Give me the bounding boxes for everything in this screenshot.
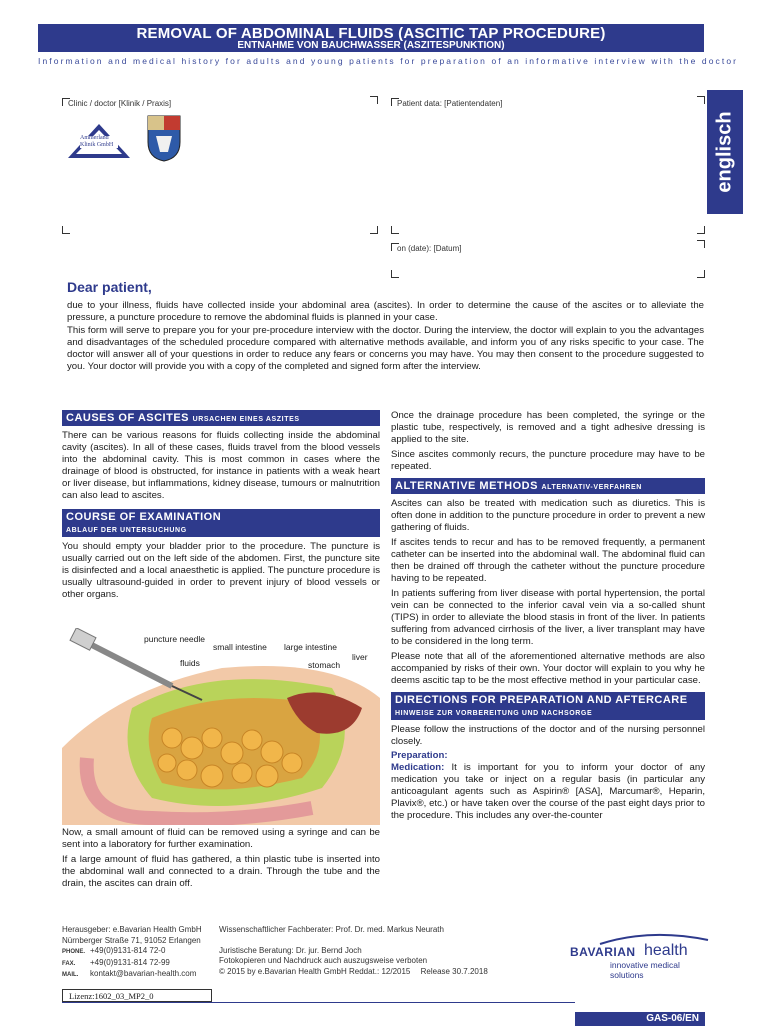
- causes-title: CAUSES OF ASCITES: [66, 412, 189, 424]
- label-small-intestine: small intestine: [213, 642, 267, 652]
- right-column: [391, 410, 705, 822]
- medication-paragraph: [391, 762, 705, 822]
- course-text: You should empty your bladder prior to the procedure. The puncture is usually carried out on the left side of the abdomen. First, the puncture site is disinfected and a local anaesthetic is applied. The puncture procedure is usually ultrasound-guided in order to prevent injury of blood vessels or other organs.: [62, 541, 380, 600]
- patient-field-corner: [391, 226, 399, 234]
- language-label: englisch: [713, 111, 736, 193]
- directions-text-1: Please follow the instructions of the doctor and of the nursing personnel closely.: [391, 724, 705, 747]
- clinic-logo-line2: Klinik GmbH: [80, 142, 114, 148]
- directions-title-de: HINWEISE ZUR VORBEREITUNG UND NACHSORGE: [395, 710, 593, 717]
- footer-scientific: Wissenschaftlicher Fachberater: Prof. Dr. med. Markus Neurath: [219, 925, 444, 934]
- abdomen-illustration: [62, 628, 380, 825]
- label-stomach: stomach: [308, 660, 341, 670]
- clinic-logo-line1: Ammerland: [80, 135, 109, 141]
- clinic-field-corner: [370, 226, 378, 234]
- label-liver: liver: [352, 652, 368, 662]
- medication-text: It is important for you to inform your doctor of any medication you take or inject on a regular basis (in particular any anticoagulant agents such as Aspirin® [ASA], Marcumar®, Heparin, Plavix®, etc.) or have taken over the course of the past eight days prior to the procedure. This includes any over-the-counter: [391, 762, 705, 821]
- bavarian-health-logo: [570, 932, 710, 980]
- clinic-field-corner: [62, 226, 70, 234]
- date-field-corner: [391, 270, 399, 278]
- directions-title: DIRECTIONS FOR PREPARATION AND AFTERCARE: [395, 694, 688, 706]
- causes-text: There can be various reasons for fluids collecting inside the abdominal cavity (ascites). In all of these cases, fluids travel from the blood vessels into the abdominal cavity. This is most common in cases where the drainage of blood is obstructed, for instance in patients with a weak heart or liver disease, but inflammations, kidney disease, tumours or malnutrition can also lead to ascites.: [62, 430, 380, 501]
- footer-address: Nürnberger Straße 71, 91052 Erlangen: [62, 935, 201, 945]
- footer-fax-label: FAX.: [62, 960, 76, 967]
- brand-tagline: innovative medical solutions: [610, 960, 680, 980]
- footer-legal: Juristische Beratung: Dr. jur. Bernd Joch: [219, 945, 362, 955]
- alternatives-text-3: In patients suffering from liver disease with portal hypertension, the portal vein can be connected to the inferior caval vein via a so-called shunt (TIPS) in order to alleviate the blood stasis in front of the liver. In patients suffering from advanced cirrhosis of the liver, a liver transplant may have to be considered in the long term.: [391, 588, 705, 647]
- brand-part-2: health: [644, 942, 688, 959]
- course-header: [62, 509, 380, 537]
- label-large-intestine: large intestine: [284, 642, 337, 652]
- intro-paragraph: due to your illness, fluids have collected inside your abdominal area (ascites). In order to determine the cause of the ascites or to alleviate the pressure, a puncture procedure to remove the abdominal fluids is planned in your case.: [67, 300, 704, 323]
- alternatives-header: [391, 478, 705, 494]
- alternatives-title: ALTERNATIVE METHODS: [395, 480, 538, 492]
- document-subtitle: Information and medical history for adults and young patients for preparation of an informative interview with the doctor: [38, 56, 739, 66]
- date-field-corner: [697, 270, 705, 278]
- left-column: [62, 410, 380, 601]
- course-after-text-1: Now, a small amount of fluid can be removed using a syringe and can be sent into a laboratory for further examination.: [62, 827, 380, 850]
- footer-divider: [62, 1002, 575, 1003]
- causes-header: [62, 410, 380, 426]
- coat-of-arms-icon: [146, 114, 182, 162]
- clinic-label: Clinic / doctor [Klinik / Praxis]: [68, 99, 172, 108]
- label-fluids: fluids: [180, 658, 200, 668]
- footer-publisher-name: Herausgeber: e.Bavarian Health GmbH: [62, 925, 202, 934]
- preparation-label: Preparation:: [391, 750, 448, 761]
- medication-label: Medication:: [391, 762, 445, 773]
- footer-mail: kontakt@bavarian-health.com: [90, 969, 197, 978]
- course-title-de: ABLAUF DER UNTERSUCHUNG: [66, 527, 187, 534]
- patient-field-corner: [697, 226, 705, 234]
- label-puncture-needle: puncture needle: [144, 634, 205, 644]
- intro-paragraph: This form will serve to prepare you for your pre-procedure interview with the doctor. During the interview, the doctor will explain to you the advantages and disadvantages of the scheduled procedure compared with alternative methods available, and inform you of any risks specific to your case. The doctor will answer all of your questions in order to reduce any fears or concerns you may have. You may then consent to the procedure suggested to you. Your doctor will provide you with a copy of the completed and signed form after the interview.: [67, 325, 704, 372]
- alternatives-title-de: ALTERNATIV-VERFAHREN: [541, 484, 642, 491]
- course-after-text-2: If a large amount of fluid has gathered, a thin plastic tube is inserted into the abdominal wall and connected to a drain. Through the tube and the drain, the ascites can drain off.: [62, 854, 380, 889]
- drainage-text-2: Since ascites commonly recurs, the puncture procedure may have to be repeated.: [391, 449, 705, 472]
- title-bar: [38, 24, 704, 52]
- footer-fax: +49(0)9131-814 72-99: [90, 957, 170, 967]
- footer-publisher: [62, 925, 212, 981]
- directions-header: [391, 692, 705, 720]
- form-code: GAS-06/EN: [646, 1013, 699, 1024]
- footer-release: Release 30.7.2018: [420, 966, 488, 976]
- date-label: on (date): [Datum]: [397, 244, 462, 253]
- footer-fax-row: [62, 958, 212, 970]
- clinic-field-corner: [370, 96, 378, 104]
- language-tab: [707, 90, 743, 214]
- document-title: REMOVAL OF ABDOMINAL FLUIDS (ASCITIC TAP PROCEDURE): [136, 25, 606, 42]
- license-box: Lizenz:1602_03_MP2_0: [62, 989, 212, 1002]
- alternatives-text-4: Please note that all of the aforementioned alternative methods are also accompanied by risks of their own. Your doctor will explain to you why he deems ascitic tap to be the most effective method in your particular case.: [391, 651, 705, 686]
- footer-credits: [219, 925, 519, 977]
- footer-copy: Fotokopieren und Nachdruck auch auszugsweise verboten: [219, 956, 428, 965]
- footer-reddat: Reddat.: 12/2015: [348, 966, 411, 976]
- patient-field-corner: [697, 96, 705, 104]
- causes-title-de: URSACHEN EINES ASZITES: [192, 416, 300, 423]
- footer-phone: +49(0)9131-814 72-0: [90, 946, 166, 955]
- course-after-text: [62, 827, 380, 890]
- footer-phone-row: [62, 946, 212, 958]
- patient-label: Patient data: [Patientendaten]: [397, 99, 503, 108]
- brand-part-1: BAVARIAN: [570, 945, 636, 959]
- footer-phone-label: PHONE.: [62, 949, 86, 955]
- drainage-text-1: Once the drainage procedure has been completed, the syringe or the plastic tube, respectively, is removed and a tight adhesive dressing is applied to the site.: [391, 410, 705, 445]
- document-title-de: ENTNAHME VON BAUCHWASSER (ASZITESPUNKTION): [237, 40, 505, 51]
- date-field-corner: [697, 240, 705, 248]
- greeting: Dear patient,: [67, 279, 152, 295]
- alternatives-text-1: Ascites can also be treated with medication such as diuretics. This is often done in addition to the puncture procedure in order to prevent a new gathering of fluids.: [391, 498, 705, 533]
- clinic-logo: [66, 120, 132, 160]
- intro: [67, 300, 704, 374]
- footer-mail-label: MAIL.: [62, 972, 79, 978]
- footer-mail-row: [62, 969, 212, 981]
- footer-copyright-row: [219, 967, 519, 978]
- alternatives-text-2: If ascites tends to recur and has to be removed frequently, a permanent catheter can be inserted into the abdominal wall. The abdominal fluid can then be drained off through the catheter without the puncture procedure having to be repeated.: [391, 537, 705, 584]
- footer-copyright: © 2015 by e.Bavarian Health GmbH: [219, 966, 347, 976]
- course-title: COURSE OF EXAMINATION: [66, 511, 222, 523]
